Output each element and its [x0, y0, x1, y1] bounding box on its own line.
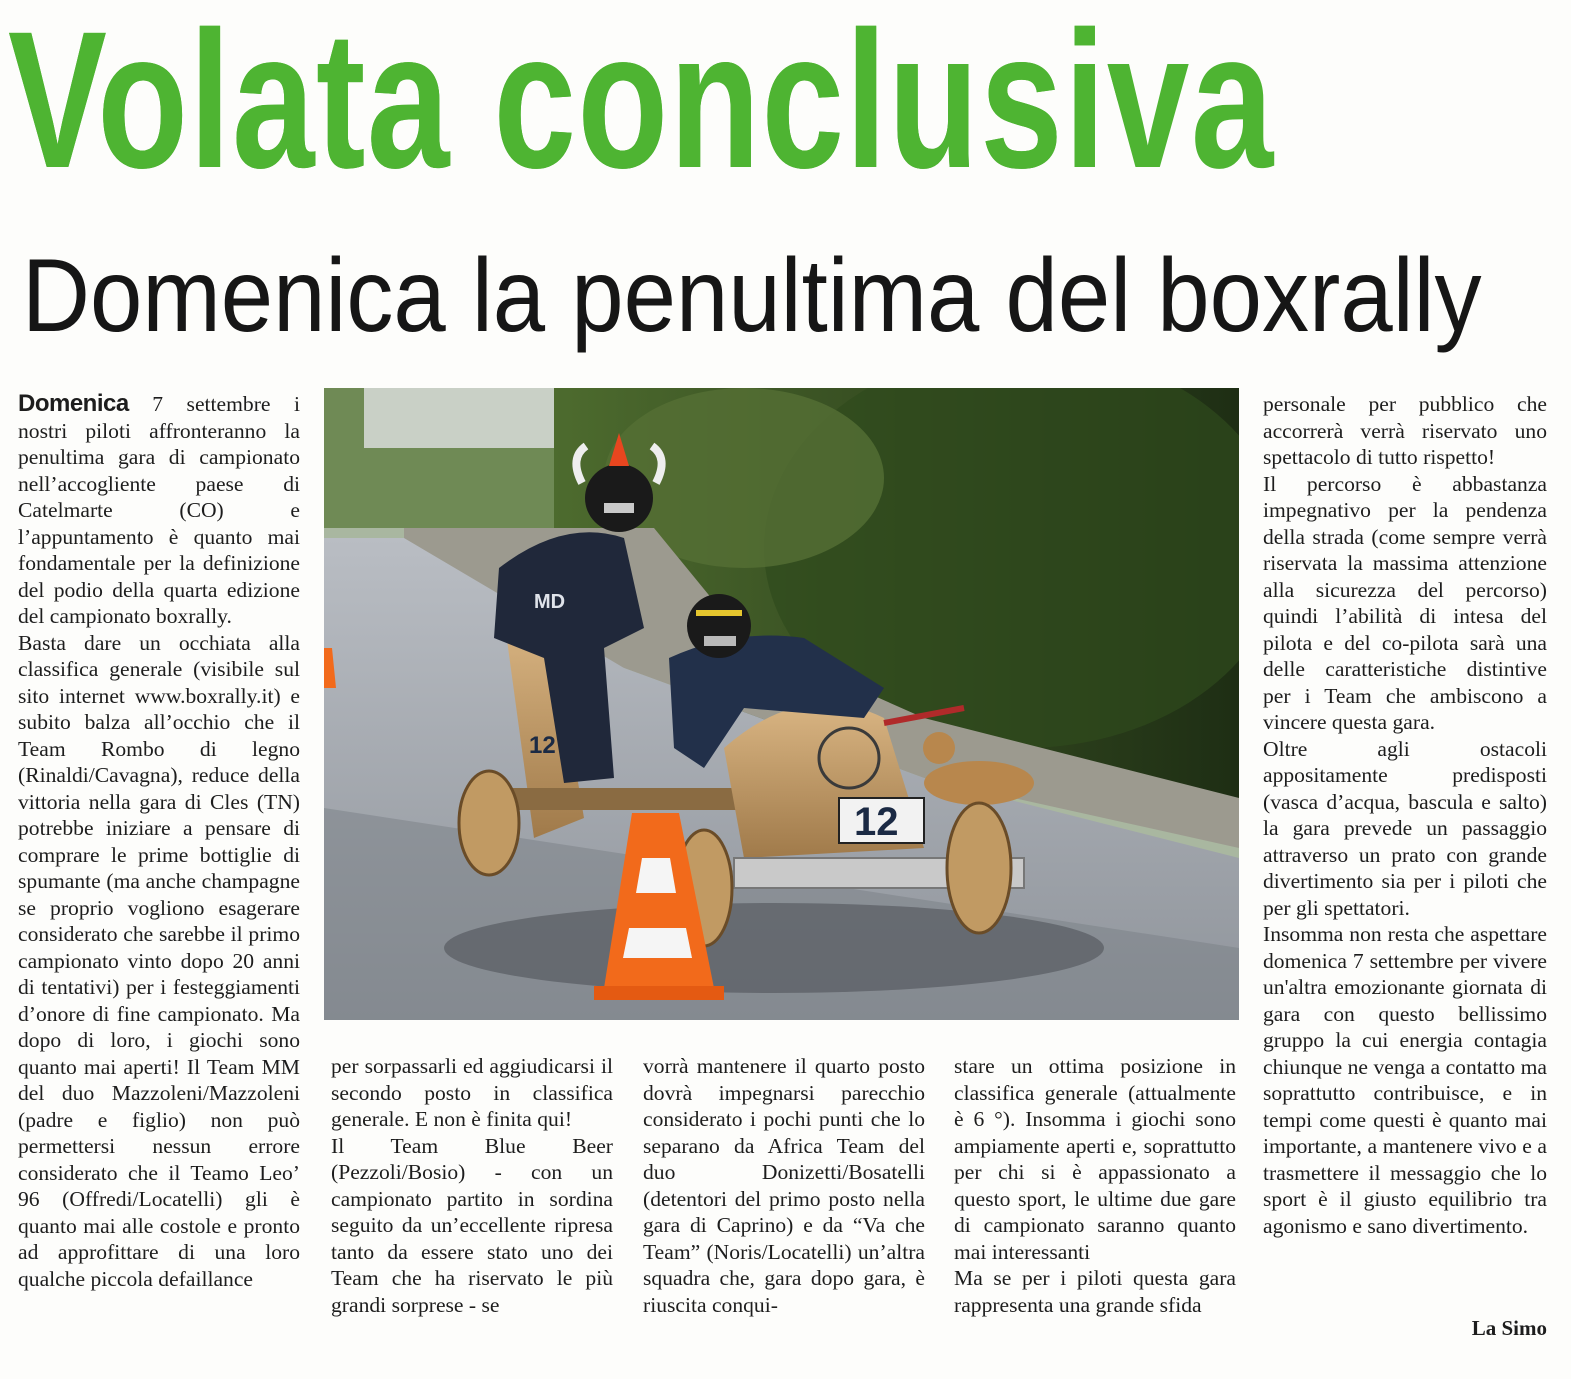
paragraph: Ma se per i piloti questa gara rappresenta una grande sfida: [954, 1266, 1236, 1317]
paragraph: Il Team Blue Beer (Pezzoli/Bosio) - con un campionato partito in sordina seguito da un’eccellente ripresa tanto da essere stato uno dei Team che ha riservato le più grandi sorprese - se: [331, 1133, 613, 1317]
paragraph-text: 7 settembre i nostri piloti affronteranno la penultima gara di campionato nell’accogliente paese di Catelmarte (CO) e l’appuntamento è quanto mai fondamentale per la definizione del podio della quarta edizione del campionato boxrally.: [18, 392, 300, 628]
helmet-letters: MD: [534, 591, 566, 613]
byline: La Simo: [1471, 1316, 1547, 1340]
paragraph: [18, 391, 300, 630]
article-column-bottom-2: [643, 1053, 925, 1353]
paragraph: Oltre agli ostacoli appositamente predisposti (vasca d’acqua, bascula e salto) la gara prevede un passaggio attraverso un prato con grande divertimento sia per i piloti che per gli spettatori.: [1263, 736, 1547, 920]
article-column-bottom-1: [331, 1053, 613, 1353]
lead-word: Domenica: [18, 390, 129, 417]
kart-number: 12: [854, 800, 899, 844]
paragraph: stare un ottima posizione in classifica generale (attualmente è 6 °). Insomma i giochi sono ampiamente aperti e, soprattutto per chi si è appassionato a questo sport, le ultime due gare di campionato saranno quanto mai interessanti: [954, 1054, 1236, 1264]
article-column-left: [18, 391, 300, 1351]
race-photo: [324, 388, 1239, 1020]
paragraph: vorrà mantenere il quarto posto dovrà impegnarsi parecchio considerato i pochi punti che lo separano da Africa Team del duo Donizetti/Bosatelli (detentori del primo posto nella gara di Caprino) e da “Va che Team” (Noris/Locatelli) un’altra squadra che, gara dopo gara, è riuscita conqui-: [643, 1054, 925, 1317]
paragraph: Insomma non resta che aspettare domenica 7 settembre per vivere un'altra emozionante giornata di gara con questo bellissimo gruppo la cui energia contagia chiunque ne venga a contatto ma soprattutto contribuisce, e in tempi come questi è quanto mai importante, a mantenere vivo e a trasmettere il messaggio che lo sport è il giusto equilibrio tra agonismo e sano divertimento.: [1263, 922, 1547, 1238]
paragraph: personale per pubblico che accorrerà verrà riservato uno spettacolo di tutto rispetto!: [1263, 392, 1547, 469]
paragraph: per sorpassarli ed aggiudicarsi il secondo posto in classifica generale. E non è finita qui!: [331, 1054, 613, 1131]
article-column-bottom-3: [954, 1053, 1236, 1353]
paragraph: Il percorso è abbastanza impegnativo per la pendenza della strada (come sempre verrà riservata la massima attenzione alla sicurezza del percorso) quindi l’abilità di intesa del pilota e del co-pilota sarà una delle caratteristiche distintive per i Team che ambiscono a vincere questa gara.: [1263, 471, 1547, 734]
headline: Volata conclusiva: [8, 0, 1275, 209]
subheadline: Domenica la penultima del boxrally: [22, 238, 1482, 354]
paragraph: Basta dare un occhiata alla classifica generale (visibile sul sito internet www.boxrally.it) e subito balza all’occhio che il Team Rombo di legno (Rinaldi/Cavagna), reduce della vittoria nella gara di Cles (TN) potrebbe iniziare a pensare di comprare le prime bottiglie di spumante (ma anche champagne se proprio vogliono esagerare considerato che sarebbe il primo campionato vinto dopo 20 anni di tentativi) per i festeggiamenti d’onore di fine campionato. Ma dopo di loro, i giochi sono quanto mai aperti! Il Team MM del duo Mazzoleni/Mazzoleni (padre e figlio) non può permettersi nessun errore considerato che il Teamo Leo’ 96 (Offredi/Locatelli) gli è quanto mai alle costole e pronto ad approfittare di una loro qualche piccola defaillance: [18, 630, 300, 1291]
article-column-right: [1263, 391, 1547, 1331]
kart-back-number: 12: [529, 732, 556, 759]
